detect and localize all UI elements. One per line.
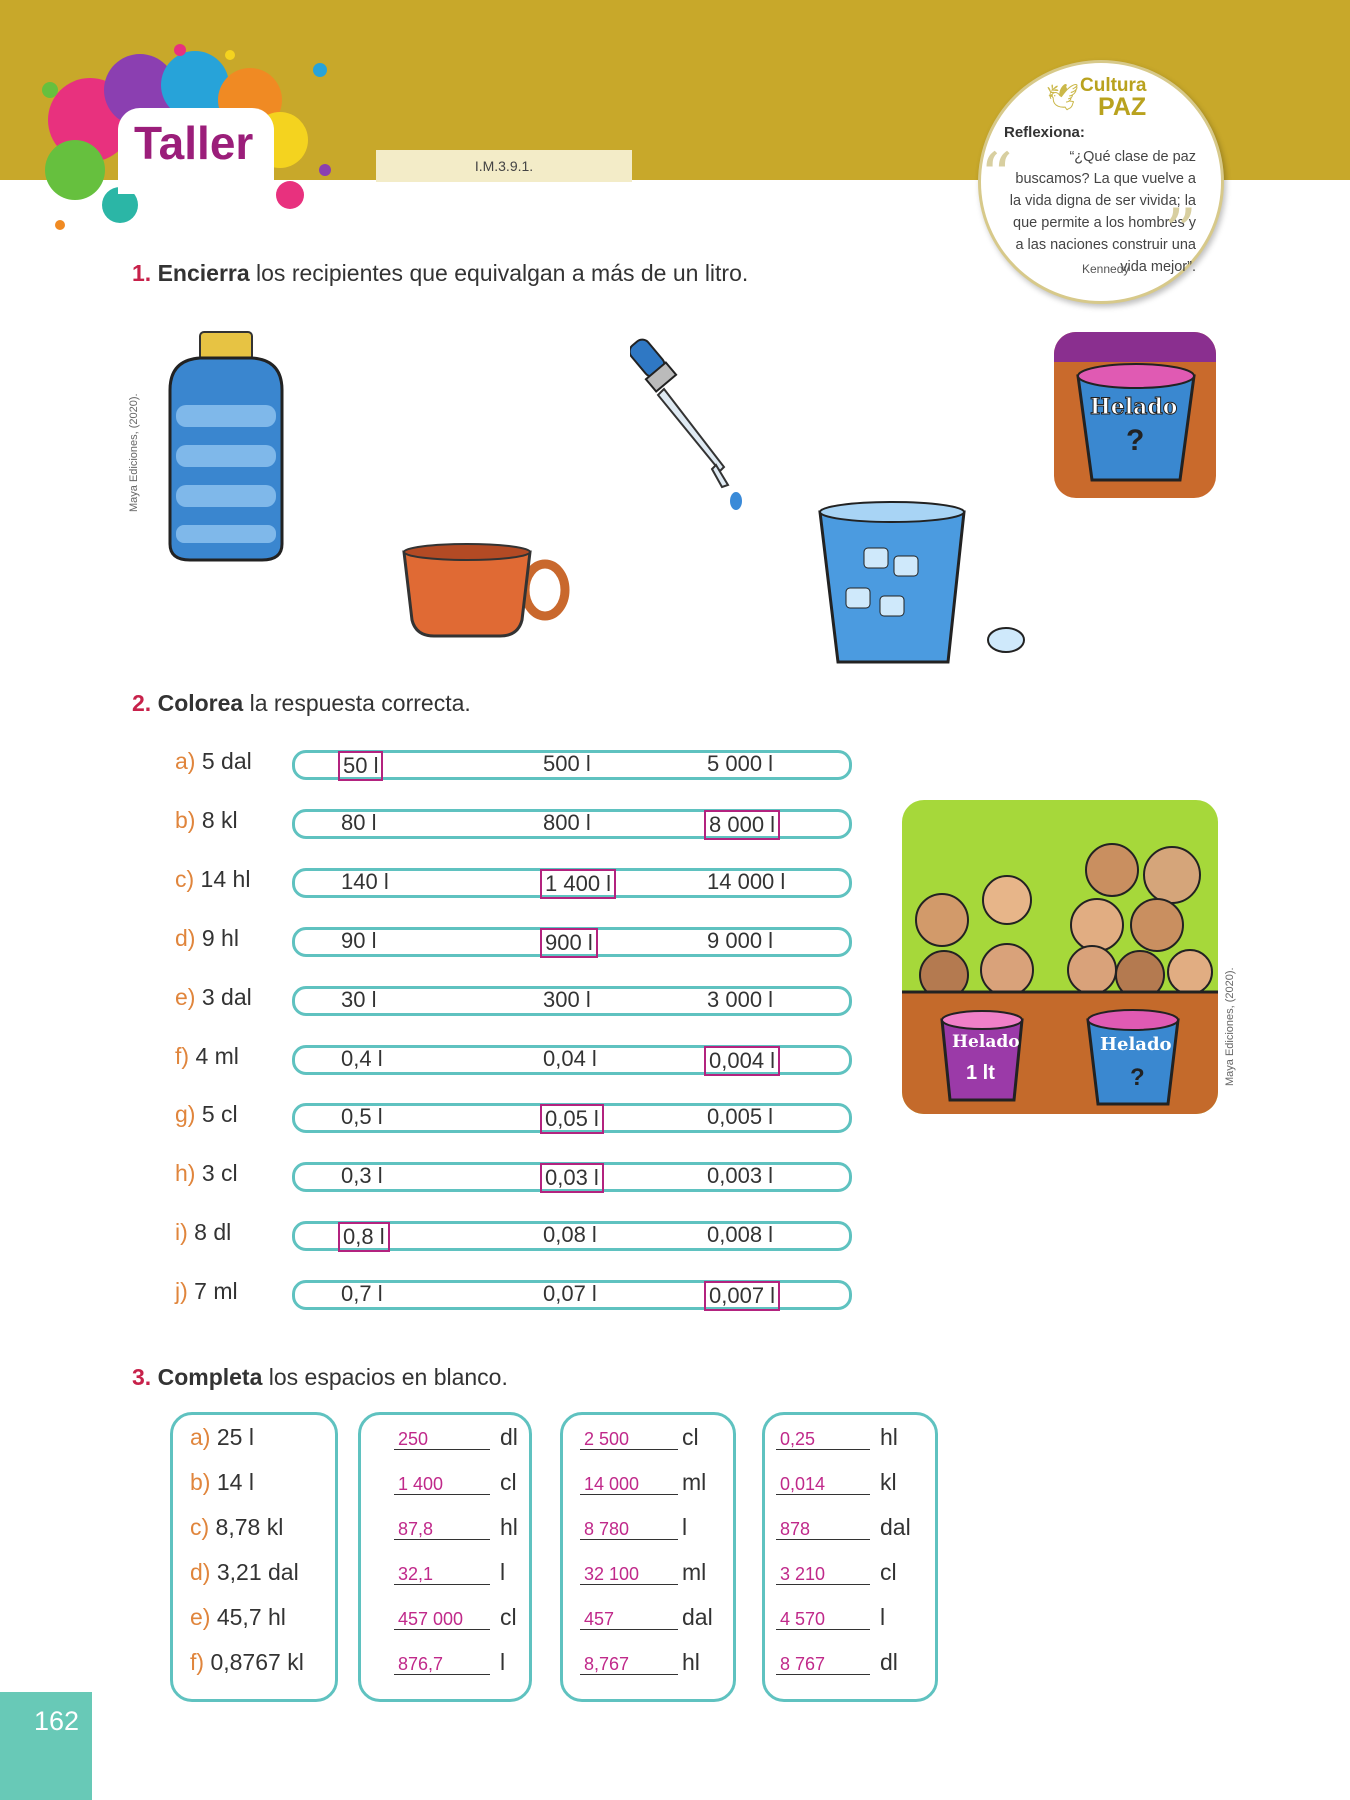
- q3-row-letter: f): [190, 1649, 205, 1675]
- q3-unit: l: [880, 1604, 886, 1630]
- q2-option[interactable]: 5 000 l: [707, 751, 774, 776]
- q3-row-value: 25 l: [210, 1424, 254, 1450]
- q3-row-value: 14 l: [210, 1469, 254, 1495]
- q3-row-letter: e): [190, 1604, 211, 1630]
- q3-row-value: 0,8767 kl: [204, 1649, 304, 1675]
- q3-answer[interactable]: 878: [776, 1516, 870, 1540]
- q2-option[interactable]: 0,08 l: [543, 1222, 597, 1247]
- q3-unit: cl: [500, 1604, 517, 1630]
- q3-unit: dal: [880, 1514, 911, 1540]
- q2-option[interactable]: 0,007 l: [704, 1281, 780, 1311]
- q3-row-letter: a): [190, 1424, 211, 1450]
- question-3-verb: Completa: [157, 1364, 263, 1390]
- q2-row-value: 8 dl: [187, 1219, 232, 1245]
- dove-icon: 🕊: [1046, 82, 1080, 112]
- q3-answer[interactable]: 876,7: [394, 1651, 490, 1675]
- bucket-mark: ?: [1126, 424, 1145, 457]
- q2-row-letter: a): [175, 748, 196, 774]
- q2-option[interactable]: 0,3 l: [341, 1163, 383, 1188]
- q3-answer[interactable]: 2 500: [580, 1426, 678, 1450]
- q2-row-label: [175, 807, 238, 834]
- question-1-verb: Encierra: [157, 260, 250, 286]
- q3-answer[interactable]: 8 767: [776, 1651, 870, 1675]
- q2-option[interactable]: 0,5 l: [341, 1104, 383, 1129]
- ice-cream-bucket-image[interactable]: [1054, 332, 1216, 498]
- q3-unit: l: [500, 1649, 506, 1675]
- q3-unit: cl: [500, 1469, 517, 1495]
- q2-row-value: 4 ml: [189, 1043, 239, 1069]
- q3-row-value: 8,78 kl: [209, 1514, 284, 1540]
- q2-row-letter: b): [175, 807, 196, 833]
- question-2-number: 2.: [132, 690, 152, 716]
- q2-option[interactable]: 8 000 l: [704, 810, 780, 840]
- q2-row-label: [175, 1043, 239, 1070]
- scene-bucket-2-label: Helado: [1100, 1034, 1172, 1055]
- q2-row-label: [175, 1278, 238, 1305]
- q3-row-value: 3,21 dal: [210, 1559, 299, 1585]
- cup-image[interactable]: [400, 540, 570, 640]
- q2-option[interactable]: 30 l: [341, 987, 377, 1012]
- q3-answer[interactable]: 3 210: [776, 1561, 870, 1585]
- q2-row-letter: i): [175, 1219, 188, 1245]
- q2-option[interactable]: 900 l: [540, 928, 598, 958]
- culture-logo-bottom: PAZ: [1098, 93, 1147, 121]
- question-1-title: [132, 260, 748, 287]
- q3-answer[interactable]: 0,014: [776, 1471, 870, 1495]
- q3-unit: l: [682, 1514, 688, 1540]
- question-2-title: [132, 690, 471, 717]
- q2-option[interactable]: 3 000 l: [707, 987, 774, 1012]
- q2-row-label: [175, 1101, 238, 1128]
- q3-unit: dl: [880, 1649, 898, 1675]
- q3-answer[interactable]: 32,1: [394, 1561, 490, 1585]
- q3-row-label: [190, 1559, 299, 1586]
- q2-row-letter: c): [175, 866, 195, 892]
- scene-bucket-2-mark: ?: [1130, 1064, 1145, 1091]
- scene-image-credit: Maya Ediciones, (2020).: [1224, 967, 1236, 1086]
- q2-option[interactable]: 1 400 l: [540, 869, 616, 899]
- q3-answer[interactable]: 0,25: [776, 1426, 870, 1450]
- q2-option[interactable]: 0,003 l: [707, 1163, 774, 1188]
- q2-row-letter: h): [175, 1160, 196, 1186]
- q3-row-label: [190, 1514, 283, 1541]
- q3-unit: cl: [682, 1424, 699, 1450]
- question-2-verb: Colorea: [157, 690, 244, 716]
- q3-row-letter: b): [190, 1469, 211, 1495]
- q3-unit: hl: [682, 1649, 700, 1675]
- q2-row-value: 9 hl: [195, 925, 239, 951]
- q2-option[interactable]: 0,07 l: [543, 1281, 597, 1306]
- q3-unit: ml: [682, 1559, 707, 1585]
- question-3-title: [132, 1364, 508, 1391]
- bucket-label: Helado: [1090, 394, 1178, 420]
- quote-open-icon: “: [980, 140, 1013, 214]
- q3-row-letter: c): [190, 1514, 210, 1540]
- q2-option[interactable]: 50 l: [338, 751, 383, 781]
- reflection-title: Reflexiona:: [1004, 124, 1085, 141]
- image-credit: Maya Ediciones, (2020).: [128, 393, 140, 512]
- q2-row-value: 3 cl: [195, 1160, 238, 1186]
- q2-row-value: 5 cl: [195, 1101, 238, 1127]
- scene-bucket-1-label: Helado: [952, 1032, 1020, 1052]
- q3-unit: hl: [880, 1424, 898, 1450]
- q3-row-label: [190, 1649, 304, 1676]
- q2-option[interactable]: 0,05 l: [540, 1104, 604, 1134]
- q2-row-value: 5 dal: [195, 748, 252, 774]
- q2-row-label: [175, 925, 239, 952]
- q2-option[interactable]: 0,005 l: [707, 1104, 774, 1129]
- q3-answer[interactable]: 250: [394, 1426, 490, 1450]
- reflection-quote: “¿Qué clase de paz buscamos? La que vuelve a la vida digna de ser vivida; la que permite a los hombres y a las naciones construir una vida mejor”.: [1009, 149, 1196, 275]
- q3-answer[interactable]: 8,767: [580, 1651, 678, 1675]
- q3-unit: dl: [500, 1424, 518, 1450]
- q2-option[interactable]: 800 l: [543, 810, 591, 835]
- page-number: 162: [0, 1692, 92, 1800]
- q2-row-letter: f): [175, 1043, 190, 1069]
- q2-row-letter: d): [175, 925, 196, 951]
- q2-option[interactable]: 9 000 l: [707, 928, 774, 953]
- q2-row-letter: e): [175, 984, 196, 1010]
- q2-option[interactable]: 80 l: [341, 810, 377, 835]
- q3-unit: l: [500, 1559, 506, 1585]
- q3-answer[interactable]: 14 000: [580, 1471, 678, 1495]
- quote-author: Kennedy: [1082, 262, 1130, 276]
- q2-option[interactable]: 0,03 l: [540, 1163, 604, 1193]
- q2-option[interactable]: 0,04 l: [543, 1046, 597, 1071]
- question-1-text: los recipientes que equivalgan a más de un litro.: [249, 260, 749, 286]
- scene-bucket-1-mark: 1 lt: [966, 1062, 995, 1084]
- q2-option[interactable]: 500 l: [543, 751, 591, 776]
- q2-row-label: [175, 748, 252, 775]
- q3-answer[interactable]: 87,8: [394, 1516, 490, 1540]
- q2-option[interactable]: 0,8 l: [338, 1222, 390, 1252]
- question-3-number: 3.: [132, 1364, 152, 1390]
- q2-row-label: [175, 1160, 238, 1187]
- question-1-number: 1.: [132, 260, 152, 286]
- q3-unit: ml: [682, 1469, 707, 1495]
- q3-unit: hl: [500, 1514, 518, 1540]
- dropper-image[interactable]: [630, 335, 750, 515]
- water-jug-image[interactable]: [150, 330, 302, 564]
- page-title: Taller: [134, 117, 254, 169]
- q3-row-label: [190, 1424, 254, 1451]
- q3-answer[interactable]: 457: [580, 1606, 678, 1630]
- q3-unit: kl: [880, 1469, 897, 1495]
- q2-option[interactable]: 14 000 l: [707, 869, 786, 894]
- quote-close-icon: ”: [1164, 196, 1197, 270]
- q2-option[interactable]: 90 l: [341, 928, 377, 953]
- q2-row-value: 14 hl: [194, 866, 251, 892]
- children-scene-image: [902, 800, 1218, 1114]
- q2-row-letter: j): [175, 1278, 188, 1304]
- bucket-drawing: [1074, 356, 1198, 486]
- q3-unit: cl: [880, 1559, 897, 1585]
- q2-row-label: [175, 1219, 231, 1246]
- q2-option[interactable]: 300 l: [543, 987, 591, 1012]
- q3-row-label: [190, 1604, 286, 1631]
- q2-row-letter: g): [175, 1101, 196, 1127]
- q2-option[interactable]: 0,008 l: [707, 1222, 774, 1247]
- glass-with-ice-image[interactable]: [816, 500, 1036, 670]
- q3-row-label: [190, 1469, 254, 1496]
- question-2-text: la respuesta correcta.: [243, 690, 471, 716]
- q3-row-letter: d): [190, 1559, 211, 1585]
- children-drawing: [902, 800, 1218, 1114]
- q2-row-label: [175, 984, 252, 1011]
- q3-answer[interactable]: 1 400: [394, 1471, 490, 1495]
- skill-code: I.M.3.9.1.: [376, 150, 632, 182]
- q2-option[interactable]: 0,7 l: [341, 1281, 383, 1306]
- q2-row-label: [175, 866, 250, 893]
- culture-logo-top: Cultura: [1080, 75, 1147, 96]
- question-3-text: los espacios en blanco.: [262, 1364, 508, 1390]
- q2-option[interactable]: 140 l: [341, 869, 389, 894]
- culture-logo: [1080, 76, 1147, 120]
- q2-option[interactable]: 0,4 l: [341, 1046, 383, 1071]
- q2-row-value: 8 kl: [195, 807, 238, 833]
- q3-row-value: 45,7 hl: [210, 1604, 286, 1630]
- q3-answer[interactable]: 32 100: [580, 1561, 678, 1585]
- q2-row-value: 7 ml: [187, 1278, 238, 1304]
- q3-unit: dal: [682, 1604, 713, 1630]
- q3-answer[interactable]: 4 570: [776, 1606, 870, 1630]
- q3-answer[interactable]: 8 780: [580, 1516, 678, 1540]
- q3-answer[interactable]: 457 000: [394, 1606, 490, 1630]
- q2-row-value: 3 dal: [195, 984, 252, 1010]
- q2-option[interactable]: 0,004 l: [704, 1046, 780, 1076]
